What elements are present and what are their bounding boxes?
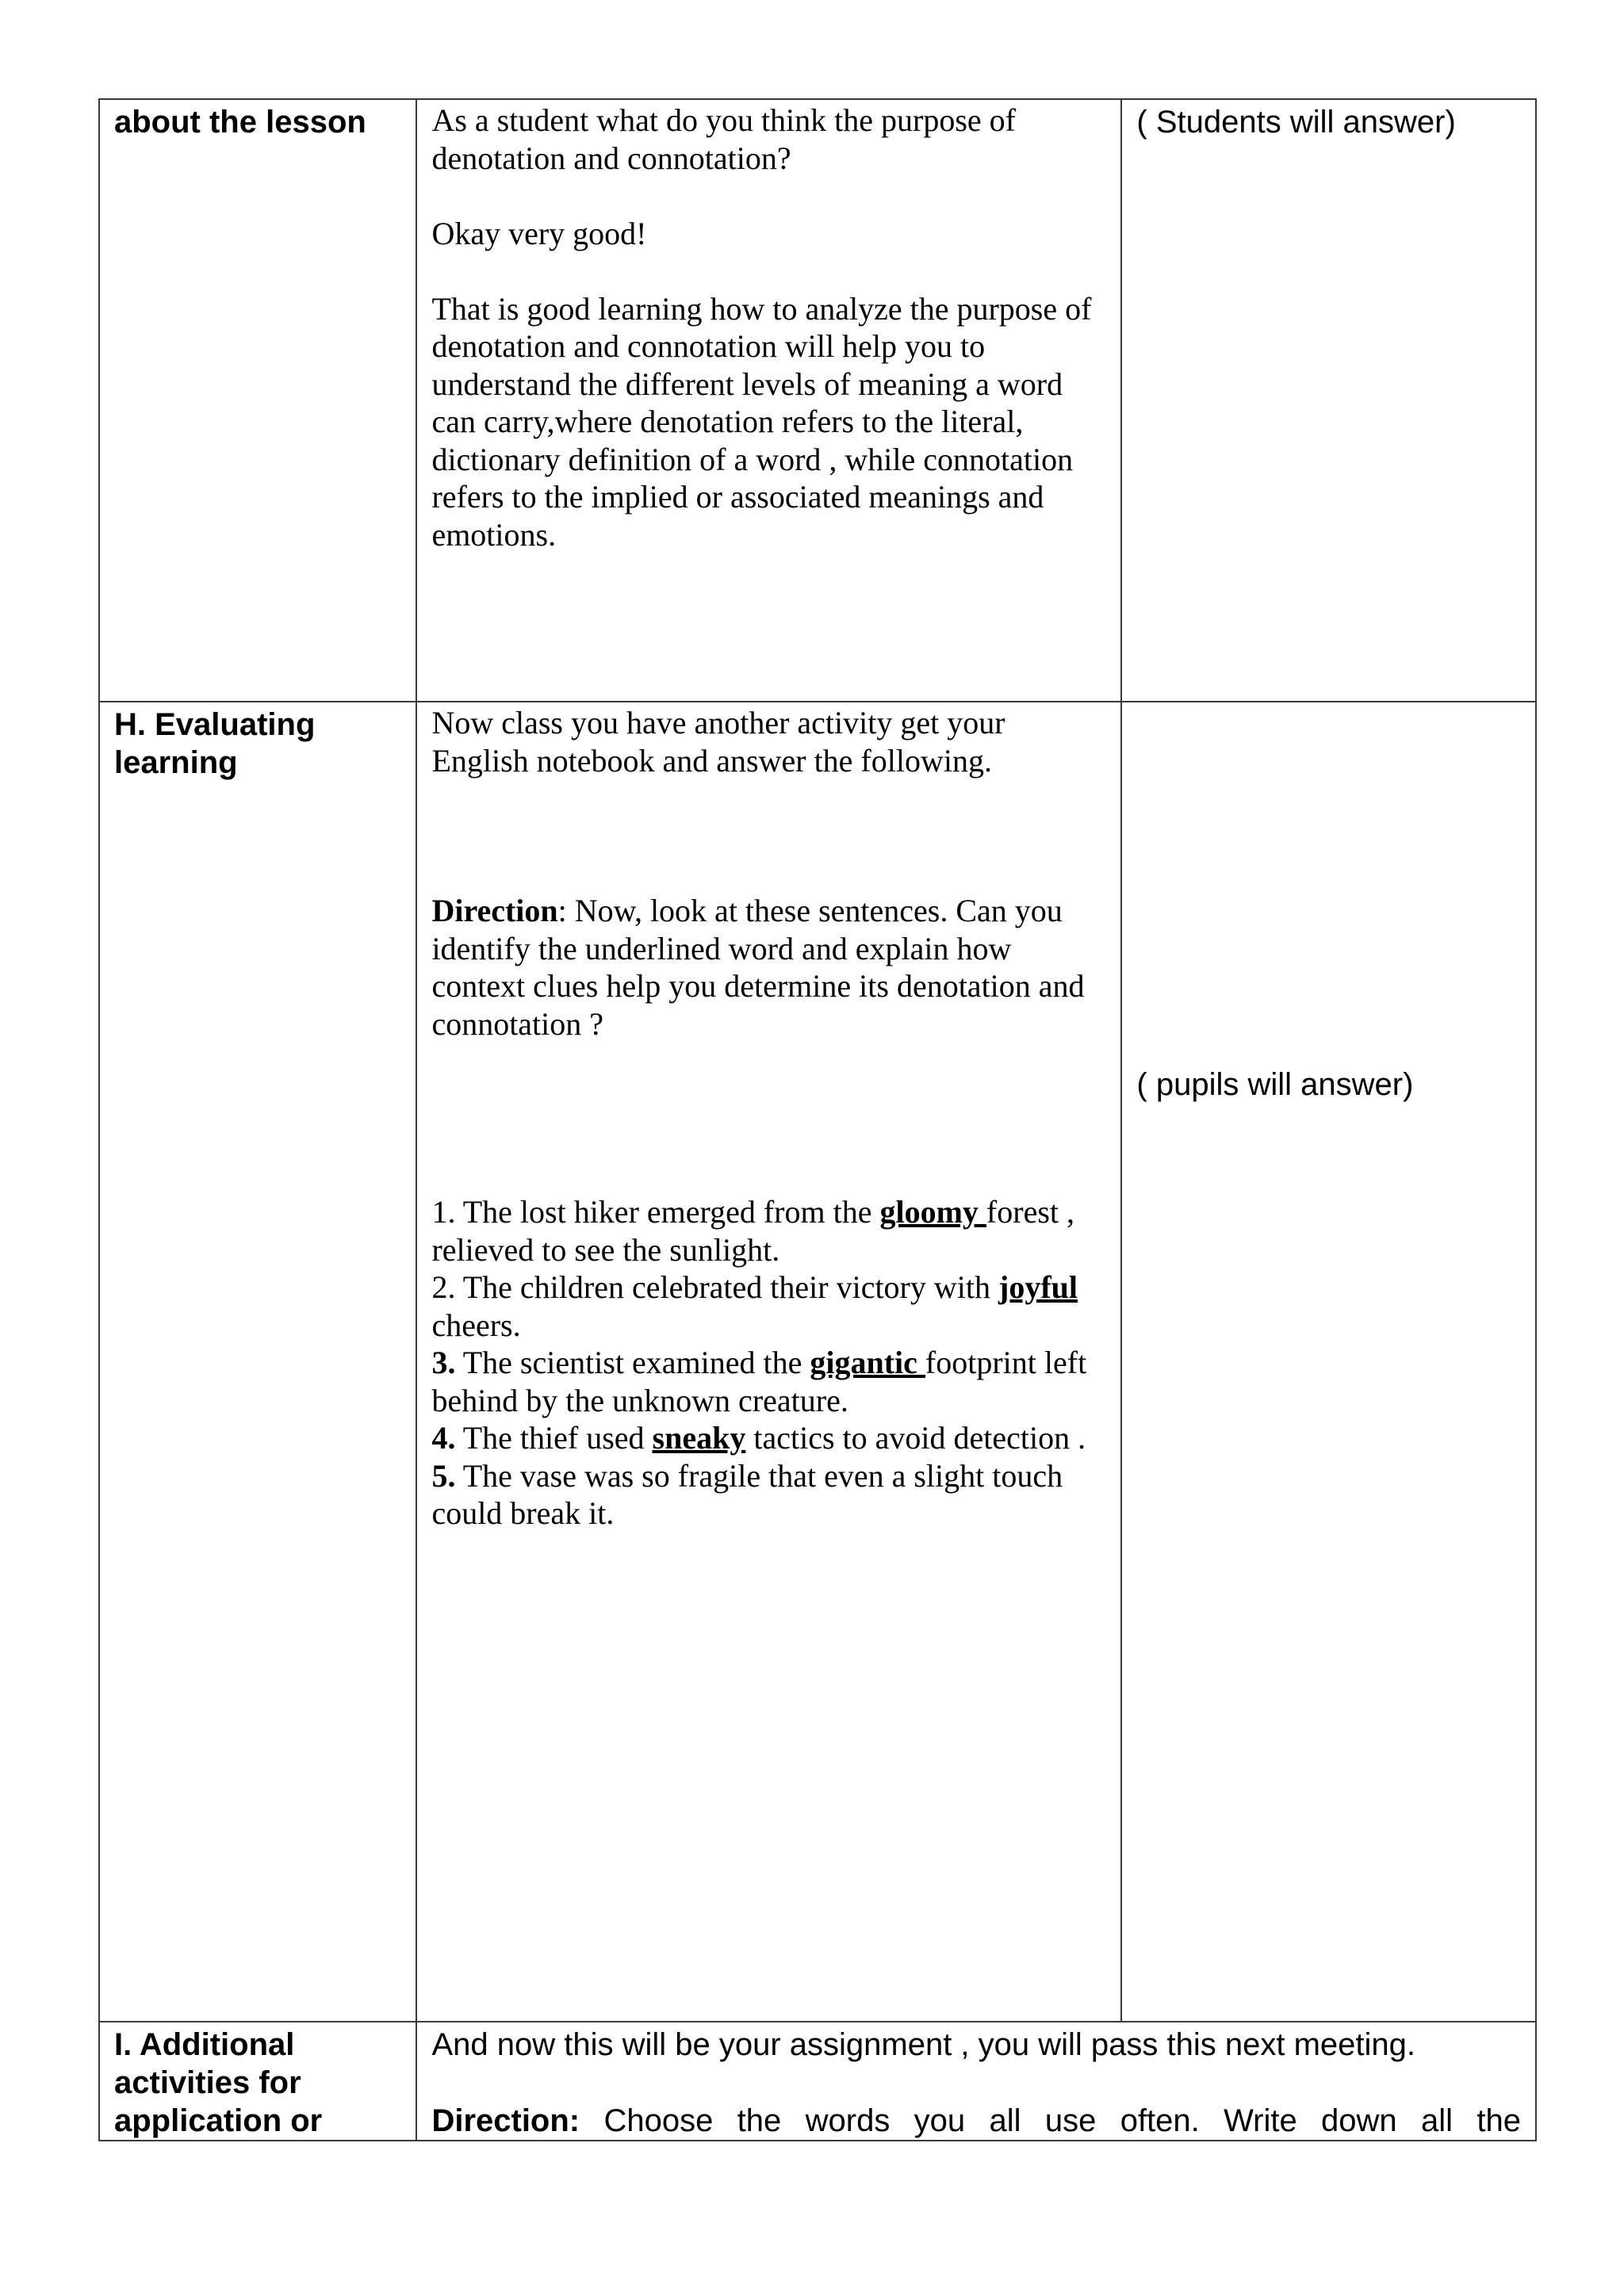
item-number: 5. — [431, 1457, 456, 1494]
underlined-keyword: gloomy — [879, 1194, 986, 1230]
list-item — [431, 1457, 1106, 1533]
item-text: tactics to avoid detection . — [745, 1420, 1086, 1456]
item-number: 2. — [431, 1269, 456, 1305]
direction-paragraph — [431, 2102, 1521, 2140]
list-item — [431, 1344, 1106, 1419]
item-text: footprint left behind by the unknown creature. — [431, 1345, 1087, 1418]
response-text: ( pupils will answer) — [1136, 1067, 1414, 1102]
lesson-plan-table — [98, 98, 1537, 2141]
item-text: The scientist examined the — [455, 1345, 810, 1380]
assignment-text: And now this will be your assignment , you will pass this next meeting. — [431, 2027, 1416, 2062]
underlined-keyword: joyful — [998, 1269, 1078, 1305]
item-text: The lost hiker emerged from the — [455, 1194, 880, 1230]
underlined-keyword: gigantic — [810, 1345, 925, 1380]
content-cell — [416, 2022, 1536, 2141]
underlined-keyword: sneaky — [652, 1420, 746, 1456]
direction-label: Direction — [431, 893, 558, 928]
content-cell — [416, 702, 1121, 2022]
item-text: The vase was so fragile that even a slight touch could break it. — [431, 1457, 1063, 1531]
item-text: cheers. — [431, 1307, 521, 1343]
direction-text: Choose the words you all use often. Write down all the — [603, 2103, 1521, 2138]
item-number: 1. — [431, 1194, 456, 1230]
table-row-additional-activities — [99, 2022, 1536, 2141]
question-text: As a student what do you think the purpose of denotation and connotation? — [431, 102, 1016, 176]
direction-paragraph — [431, 892, 1106, 1043]
row-label: I. Additional activities for application or — [114, 2027, 323, 2138]
item-text: forest , relieved to see the sunlight. — [431, 1194, 1074, 1268]
row-label-cell — [99, 702, 416, 2022]
row-label-cell — [99, 2022, 416, 2141]
praise-text: Okay very good! — [431, 215, 647, 251]
item-text: The thief used — [455, 1420, 653, 1456]
response-text: ( Students will answer) — [1136, 105, 1456, 140]
list-item — [431, 1269, 1106, 1344]
row-label: about the lesson — [114, 105, 366, 140]
explanation-text: That is good learning how to analyze the purpose of denotation and connotation will help you to understand the different levels of meaning a word can carry,where denotation refers to the literal, dictionary definition of a word , while connotation refers to the implied or associated meanings and emotions. — [431, 290, 1092, 553]
direction-text: : Now, look at these sentences. Can you identify the underlined word and explain how context clues help you determine its denotation and connotation ? — [431, 893, 1085, 1042]
direction-label: Direction: — [431, 2103, 580, 2138]
sentence-list — [431, 1193, 1106, 1533]
item-number: 4. — [431, 1420, 456, 1456]
item-text: The children celebrated their victory with — [455, 1269, 998, 1305]
row-label: H. Evaluating learning — [114, 707, 316, 780]
row-label-cell — [99, 99, 416, 702]
list-item — [431, 1419, 1106, 1457]
content-cell — [416, 99, 1121, 702]
table-row-evaluating-learning — [99, 702, 1536, 2022]
response-cell — [1121, 702, 1536, 2022]
response-cell — [1121, 99, 1536, 702]
item-number: 3. — [431, 1345, 456, 1380]
list-item — [431, 1193, 1106, 1269]
table-row-about-the-lesson — [99, 99, 1536, 702]
intro-text: Now class you have another activity get your English notebook and answer the following. — [431, 705, 1005, 779]
